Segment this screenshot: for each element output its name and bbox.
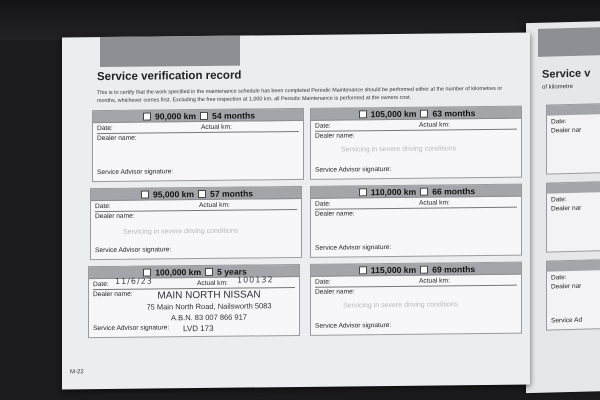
advisor-signature: LVD 173 xyxy=(183,323,214,334)
page-number: M-22 xyxy=(70,369,84,376)
months-checkbox[interactable] xyxy=(205,267,213,275)
facing-page-tab xyxy=(538,27,600,57)
months-label: 54 months xyxy=(212,109,256,121)
advisor-signature-label: Service Advisor signature: xyxy=(97,168,174,177)
months-label: 57 months xyxy=(210,187,254,199)
service-box-100000 xyxy=(88,264,300,338)
actual-km-label: Actual km: xyxy=(197,279,228,288)
km-checkbox[interactable] xyxy=(143,112,151,120)
date-label: Date: xyxy=(315,122,331,130)
service-box-header xyxy=(91,187,301,201)
service-box-header xyxy=(311,185,521,199)
divider xyxy=(315,285,517,288)
km-checkbox[interactable] xyxy=(359,188,367,196)
advisor-signature-label: Service Advisor signature: xyxy=(315,322,392,330)
advisor-signature-label: Service Advisor signature: xyxy=(315,244,392,252)
stamp-abn: A.B.N. 83 007 866 917 xyxy=(171,312,247,323)
actual-km-label: Actual km: xyxy=(199,201,230,210)
facing-box xyxy=(546,259,600,331)
km-label: 100,000 km xyxy=(155,266,202,277)
months-label: 5 years xyxy=(217,266,247,277)
divider xyxy=(95,209,297,212)
date-label: Date: xyxy=(93,280,109,289)
intro-text: This is to certify that the work specified in the maintenance schedule has been completed Periodic Maintenance should be performed either at the number of kilometres or months, whichever comes first. Excluding the free inspection at 1,000 km, all Periodic Maintenance is performed at the owners cost. xyxy=(97,85,503,105)
months-label: 63 months xyxy=(432,107,476,119)
facing-dealer-label: Dealer nar xyxy=(551,282,582,291)
divider xyxy=(97,131,299,134)
dealer-name-label: Dealer name: xyxy=(97,134,137,143)
service-box-110000 xyxy=(310,184,522,258)
service-box-95000 xyxy=(90,186,302,260)
handwritten-km: 100132 xyxy=(237,275,274,285)
dealer-name-label: Dealer name: xyxy=(93,290,133,299)
facing-date-label: Date: xyxy=(551,274,567,282)
service-box-105000 xyxy=(310,106,522,180)
actual-km-label: Actual km: xyxy=(419,277,450,285)
km-label: 95,000 km xyxy=(152,188,195,199)
date-label: Date: xyxy=(315,200,331,208)
show-through-text: Servicing in severe driving conditions xyxy=(123,227,239,236)
dealer-name-label: Dealer name: xyxy=(315,132,355,140)
divider xyxy=(315,207,517,210)
facing-page-title: Service v xyxy=(542,67,591,81)
service-box-header xyxy=(311,107,521,121)
show-through-text: Servicing in severe driving conditions xyxy=(341,145,457,154)
service-box-header xyxy=(93,109,303,123)
divider xyxy=(315,129,517,132)
months-checkbox[interactable] xyxy=(420,265,428,273)
dealer-name-label: Dealer name: xyxy=(315,210,355,218)
km-label: 90,000 km xyxy=(154,110,197,121)
stamp-dealer-name: MAIN NORTH NISSAN xyxy=(157,289,261,302)
facing-date-label: Date: xyxy=(551,118,567,126)
facing-page-intro: of kilometre xyxy=(542,83,574,91)
advisor-signature-label: Service Advisor signature: xyxy=(93,324,170,333)
actual-km-label: Actual km: xyxy=(419,121,450,129)
dealer-stamp xyxy=(129,289,289,324)
facing-dealer-label: Dealer nar xyxy=(551,204,582,213)
advisor-signature-label: Service Advisor signature: xyxy=(315,166,392,174)
dealer-name-label: Dealer name: xyxy=(315,288,355,296)
km-label: 110,000 km xyxy=(370,186,417,197)
facing-dealer-label: Dealer nar xyxy=(551,126,582,135)
months-label: 66 months xyxy=(432,185,476,197)
km-checkbox[interactable] xyxy=(359,266,367,274)
service-box-115000 xyxy=(310,262,522,336)
service-box-90000 xyxy=(92,108,304,182)
km-label: 115,000 km xyxy=(370,264,417,275)
header-tab xyxy=(100,36,240,67)
stamp-address: 75 Main North Road, Nailsworth 5083 xyxy=(146,301,272,312)
date-label: Date: xyxy=(315,278,331,286)
handwritten-date: 11/6/23 xyxy=(115,276,153,286)
facing-page xyxy=(526,21,600,393)
km-checkbox[interactable] xyxy=(359,110,367,118)
service-box-header xyxy=(311,263,521,277)
date-label: Date: xyxy=(97,124,113,133)
facing-box xyxy=(546,181,600,253)
advisor-signature-label: Service Advisor signature: xyxy=(95,246,172,255)
km-checkbox[interactable] xyxy=(143,268,151,276)
km-label: 105,000 km xyxy=(370,108,417,119)
months-checkbox[interactable] xyxy=(200,111,208,119)
actual-km-label: Actual km: xyxy=(419,199,450,207)
dealer-name-label: Dealer name: xyxy=(95,212,135,221)
months-label: 69 months xyxy=(432,263,476,275)
months-checkbox[interactable] xyxy=(198,189,206,197)
actual-km-label: Actual km: xyxy=(201,123,232,131)
facing-advisor-label: Service Ad xyxy=(551,316,583,325)
months-checkbox[interactable] xyxy=(420,109,428,117)
page-title: Service verification record xyxy=(97,69,242,84)
km-checkbox[interactable] xyxy=(141,190,149,198)
months-checkbox[interactable] xyxy=(420,187,428,195)
facing-date-label: Date: xyxy=(551,196,567,204)
service-record-page xyxy=(62,33,530,390)
facing-box xyxy=(546,103,600,175)
show-through-text: Servicing in severe driving conditions xyxy=(343,301,459,310)
date-label: Date: xyxy=(95,202,111,211)
